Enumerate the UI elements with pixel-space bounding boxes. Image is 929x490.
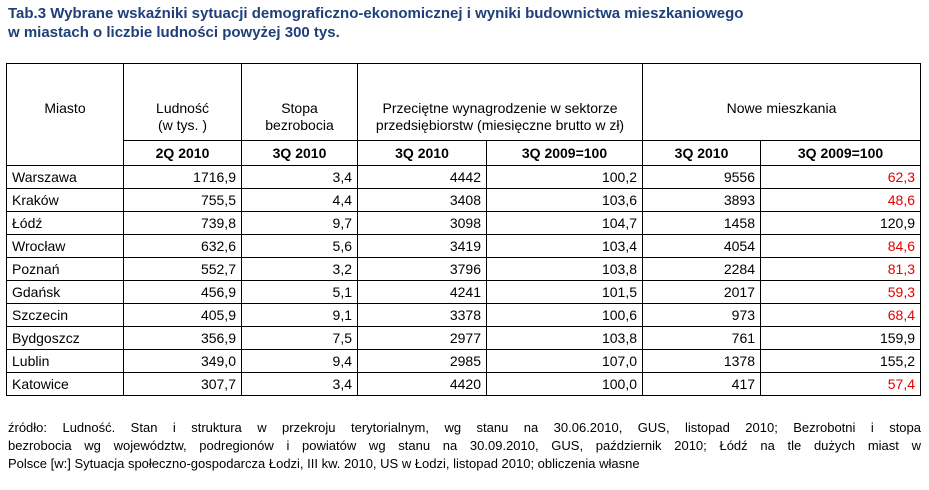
cell-housing-index: 155,2 bbox=[761, 350, 921, 373]
cell-unemployment: 3,4 bbox=[242, 166, 358, 189]
cell-housing-index: 68,4 bbox=[761, 304, 921, 327]
cell-wage-index: 104,7 bbox=[487, 212, 643, 235]
subheader-population-period: 2Q 2010 bbox=[124, 141, 242, 166]
cell-wage: 4420 bbox=[358, 373, 487, 396]
cell-population: 1716,9 bbox=[124, 166, 242, 189]
cell-unemployment: 9,4 bbox=[242, 350, 358, 373]
cell-population: 632,6 bbox=[124, 235, 242, 258]
cell-population: 552,7 bbox=[124, 258, 242, 281]
source-line-1: źródło: Ludność. Stan i struktura w przekroju terytorialnym, wg stanu na 30.06.2010, GUS, listopad 2010; Bezrobotni i stopa bbox=[8, 420, 921, 435]
table-title-line-2: w miastach o liczbie ludności powyżej 300 tys. bbox=[8, 24, 340, 41]
cell-wage: 3378 bbox=[358, 304, 487, 327]
table-row bbox=[7, 166, 921, 189]
cell-housing: 1458 bbox=[643, 212, 761, 235]
cell-housing: 761 bbox=[643, 327, 761, 350]
cell-housing-index: 48,6 bbox=[761, 189, 921, 212]
cell-housing-index: 81,3 bbox=[761, 258, 921, 281]
cell-unemployment: 5,6 bbox=[242, 235, 358, 258]
cell-city: Warszawa bbox=[7, 166, 124, 189]
cell-wage: 4442 bbox=[358, 166, 487, 189]
table-row bbox=[7, 304, 921, 327]
cell-wage: 3419 bbox=[358, 235, 487, 258]
cell-wage: 2985 bbox=[358, 350, 487, 373]
table-row bbox=[7, 327, 921, 350]
cell-city: Poznań bbox=[7, 258, 124, 281]
cell-city: Bydgoszcz bbox=[7, 327, 124, 350]
cell-housing: 973 bbox=[643, 304, 761, 327]
cell-housing-index: 120,9 bbox=[761, 212, 921, 235]
cell-population: 405,9 bbox=[124, 304, 242, 327]
cell-unemployment: 3,4 bbox=[242, 373, 358, 396]
cell-wage-index: 100,2 bbox=[487, 166, 643, 189]
cell-population: 356,9 bbox=[124, 327, 242, 350]
table-row bbox=[7, 350, 921, 373]
subheader-wage-period: 3Q 2010 bbox=[358, 141, 487, 166]
cell-wage-index: 101,5 bbox=[487, 281, 643, 304]
header-population: Ludność (w tys. ) bbox=[124, 64, 242, 141]
header-wage: Przeciętne wynagrodzenie w sektorze przedsiębiorstw (miesięczne brutto w zł) bbox=[358, 64, 643, 141]
cell-wage: 3796 bbox=[358, 258, 487, 281]
cell-wage: 3408 bbox=[358, 189, 487, 212]
cell-population: 349,0 bbox=[124, 350, 242, 373]
cell-housing-index: 84,6 bbox=[761, 235, 921, 258]
cell-population: 755,5 bbox=[124, 189, 242, 212]
cell-housing-index: 62,3 bbox=[761, 166, 921, 189]
cell-wage: 2977 bbox=[358, 327, 487, 350]
table-row bbox=[7, 189, 921, 212]
cell-city: Kraków bbox=[7, 189, 124, 212]
table-body bbox=[7, 166, 921, 396]
cell-wage-index: 103,4 bbox=[487, 235, 643, 258]
subheader-wage-index: 3Q 2009=100 bbox=[487, 141, 643, 166]
cell-city: Szczecin bbox=[7, 304, 124, 327]
cell-unemployment: 7,5 bbox=[242, 327, 358, 350]
cell-wage-index: 107,0 bbox=[487, 350, 643, 373]
cell-population: 739,8 bbox=[124, 212, 242, 235]
cell-wage: 3098 bbox=[358, 212, 487, 235]
subheader-row bbox=[7, 141, 921, 166]
cell-housing: 4054 bbox=[643, 235, 761, 258]
cell-wage-index: 100,6 bbox=[487, 304, 643, 327]
cell-city: Katowice bbox=[7, 373, 124, 396]
subheader-housing-period: 3Q 2010 bbox=[643, 141, 761, 166]
header-city: Miasto bbox=[7, 64, 124, 166]
table-row bbox=[7, 281, 921, 304]
cell-wage: 4241 bbox=[358, 281, 487, 304]
header-unemployment: Stopa bezrobocia bbox=[242, 64, 358, 141]
table-title-line-1: Tab.3 Wybrane wskaźniki sytuacji demograficzno-ekonomicznej i wyniki budownictwa mieszkaniowego bbox=[8, 5, 744, 22]
cell-housing: 3893 bbox=[643, 189, 761, 212]
cell-housing-index: 59,3 bbox=[761, 281, 921, 304]
cell-unemployment: 9,7 bbox=[242, 212, 358, 235]
cell-housing: 2284 bbox=[643, 258, 761, 281]
header-housing: Nowe mieszkania bbox=[643, 64, 921, 141]
header-row bbox=[7, 64, 921, 141]
table-row bbox=[7, 235, 921, 258]
source-note bbox=[8, 419, 921, 473]
subheader-unemployment-period: 3Q 2010 bbox=[242, 141, 358, 166]
table-row bbox=[7, 258, 921, 281]
cell-city: Wrocław bbox=[7, 235, 124, 258]
cell-housing-index: 159,9 bbox=[761, 327, 921, 350]
cell-housing: 1378 bbox=[643, 350, 761, 373]
cell-wage-index: 100,0 bbox=[487, 373, 643, 396]
cell-wage-index: 103,6 bbox=[487, 189, 643, 212]
cell-housing: 2017 bbox=[643, 281, 761, 304]
cell-city: Lublin bbox=[7, 350, 124, 373]
indicators-table bbox=[6, 63, 921, 396]
cell-population: 307,7 bbox=[124, 373, 242, 396]
cell-wage-index: 103,8 bbox=[487, 258, 643, 281]
source-line-2: bezrobocia wg województw, podregionów i powiatów wg stanu na 30.09.2010, GUS, październik 2010; Łódź na tle dużych miast w bbox=[8, 438, 921, 453]
source-line-3: Polsce [w:] Sytuacja społeczno-gospodarcza Łodzi, III kw. 2010, US w Łodzi, listopad 2010; obliczenia własne bbox=[8, 456, 640, 471]
cell-unemployment: 9,1 bbox=[242, 304, 358, 327]
cell-unemployment: 3,2 bbox=[242, 258, 358, 281]
table-title bbox=[8, 4, 923, 42]
cell-housing: 417 bbox=[643, 373, 761, 396]
cell-unemployment: 4,4 bbox=[242, 189, 358, 212]
cell-city: Łódź bbox=[7, 212, 124, 235]
table-row bbox=[7, 373, 921, 396]
cell-wage-index: 103,8 bbox=[487, 327, 643, 350]
cell-unemployment: 5,1 bbox=[242, 281, 358, 304]
cell-city: Gdańsk bbox=[7, 281, 124, 304]
cell-population: 456,9 bbox=[124, 281, 242, 304]
subheader-housing-index: 3Q 2009=100 bbox=[761, 141, 921, 166]
cell-housing-index: 57,4 bbox=[761, 373, 921, 396]
cell-housing: 9556 bbox=[643, 166, 761, 189]
table-row bbox=[7, 212, 921, 235]
